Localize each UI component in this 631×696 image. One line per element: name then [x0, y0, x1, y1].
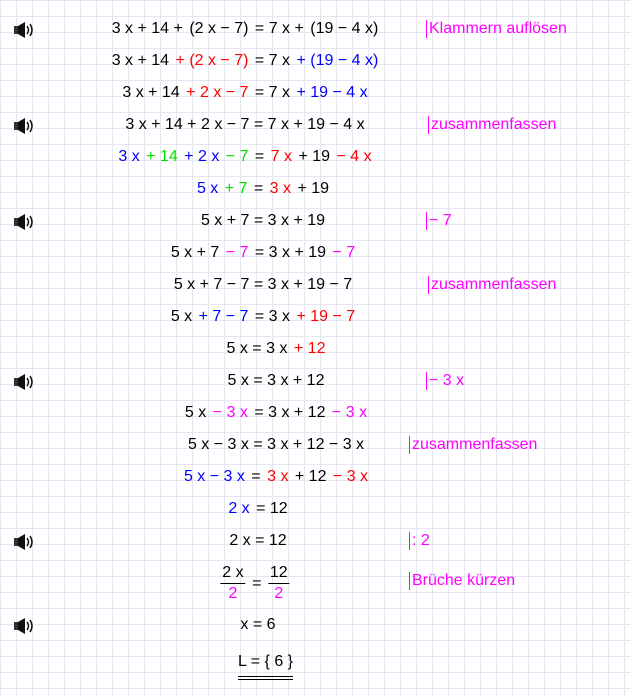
equation-term: 3 x — [267, 468, 289, 485]
equation — [183, 464, 369, 490]
equation — [226, 336, 327, 362]
equation-term: 3 x — [118, 148, 145, 165]
fraction-right-denominator: 2 — [274, 585, 284, 603]
equation — [111, 48, 380, 74]
equation-term: + 19 − 7 — [296, 308, 356, 325]
equation-term: 5 x + 7 − 7 = 3 x + 19 − 7 — [173, 276, 353, 293]
equation-row — [0, 112, 631, 138]
speaker-icon[interactable] — [14, 534, 36, 550]
equation-term: + 12 — [293, 340, 326, 357]
equation — [184, 400, 368, 426]
equation-term: = — [250, 148, 269, 165]
equation-term: + (19 − 4 x) — [296, 52, 379, 69]
equation-term: 2 x = 12 — [229, 532, 287, 549]
equation — [121, 80, 368, 106]
equation-term: 5 x + 7 = 3 x + 19 — [200, 212, 326, 229]
result-equation: x = 6 — [240, 616, 276, 633]
equation-term: − 7 — [225, 148, 249, 165]
equation-term: − 3 x — [212, 404, 248, 421]
equation — [200, 208, 326, 234]
equation-term: = 3 x — [250, 308, 295, 325]
speaker-icon[interactable] — [14, 214, 36, 230]
equation-row — [0, 400, 631, 426]
equation-term: 3 x — [269, 180, 292, 197]
equation-term: − 4 x — [336, 148, 372, 165]
equation-term: − 3 x — [332, 468, 369, 485]
equation-term: 3 x + 14 — [122, 84, 185, 101]
equation — [117, 144, 372, 170]
equation-term: + (2 x − 7) — [175, 52, 249, 69]
step-note: : 2 — [409, 528, 430, 554]
step-note: Klammern auflösen — [426, 16, 567, 42]
equation-row — [0, 336, 631, 362]
equation-term: 3 x + 14 + 2 x − 7 = 7 x + 19 − 4 x — [125, 116, 365, 133]
speaker-icon[interactable] — [14, 618, 36, 634]
equation-term: 5 x = 3 x + 12 — [227, 372, 325, 389]
equation-term: (19 − 4 x) — [310, 20, 379, 37]
fraction-right-numerator: 12 — [268, 563, 290, 584]
equation — [228, 528, 287, 554]
equation-row — [0, 80, 631, 106]
step-note: − 3 x — [426, 368, 464, 394]
equation-term: 5 x — [184, 404, 211, 421]
speaker-icon[interactable] — [14, 22, 36, 38]
equation-term: 7 x — [270, 148, 293, 165]
equation-term: = 3 x + 19 — [250, 244, 331, 261]
speaker-icon[interactable] — [14, 374, 36, 390]
equation — [111, 16, 380, 42]
equation-term: 2 x — [228, 500, 250, 517]
equation-row — [0, 528, 631, 554]
equation-term: + 2 x − 7 — [186, 84, 249, 101]
fraction-left — [220, 563, 245, 604]
fraction-left-denominator: 2 — [228, 585, 238, 603]
equation-row — [0, 176, 631, 202]
equation-term: 3 x + 14 — [111, 52, 174, 69]
fraction-equation — [218, 560, 291, 608]
equation-row — [0, 496, 631, 522]
equation-term: + 19 — [293, 180, 330, 197]
solution-set: L = { 6 } — [238, 648, 293, 680]
equation-term: + 12 — [290, 468, 331, 485]
equation-row — [0, 48, 631, 74]
equation-row — [0, 464, 631, 490]
equation-term: + 19 — [294, 148, 335, 165]
equation — [124, 112, 365, 138]
equation-term: + 2 x — [184, 148, 224, 165]
equation-term: 5 x − 3 x — [183, 468, 245, 485]
equation-term: + 14 — [146, 148, 183, 165]
equation-term: − 7 — [225, 244, 249, 261]
equation-term: − 3 x — [331, 404, 368, 421]
equation-term: = 7 x — [250, 52, 295, 69]
equation-row — [0, 272, 631, 298]
equation — [187, 432, 365, 458]
equation-term: − 7 — [332, 244, 356, 261]
equation-row — [0, 432, 631, 458]
equation-term: + 7 — [224, 180, 248, 197]
equation-term: + 7 − 7 — [198, 308, 249, 325]
equation-row — [0, 240, 631, 266]
equation-term: 5 x — [196, 180, 223, 197]
equation — [170, 240, 356, 266]
equation — [170, 304, 356, 330]
equation-term: = — [246, 468, 266, 485]
equation-term: = 7 x — [250, 84, 295, 101]
equation-term: 5 x = 3 x — [226, 340, 292, 357]
fraction-right — [268, 563, 290, 604]
equation-row — [0, 144, 631, 170]
result-row — [0, 612, 631, 638]
equation-term: = 3 x + 12 — [249, 404, 330, 421]
equation-row — [0, 368, 631, 394]
equation-term: 3 x + 14 + — [111, 20, 188, 37]
equation-term: 5 x − 3 x = 3 x + 12 − 3 x — [187, 436, 365, 453]
equation-row — [0, 208, 631, 234]
equation — [196, 176, 330, 202]
speaker-icon[interactable] — [14, 118, 36, 134]
fraction-note: Brüche kürzen — [409, 568, 515, 594]
equation-term: = 12 — [251, 500, 288, 517]
equation — [227, 368, 326, 394]
step-note: zusammenfassen — [409, 432, 537, 458]
equals-sign: = — [252, 575, 262, 592]
equation-term: (2 x − 7) — [189, 20, 249, 37]
step-note: zusammenfassen — [428, 272, 556, 298]
step-note: zusammenfassen — [428, 112, 556, 138]
step-note: − 7 — [426, 208, 452, 234]
equation — [227, 496, 288, 522]
equation-row — [0, 16, 631, 42]
equation — [173, 272, 353, 298]
equation-term: = 7 x + — [250, 20, 309, 37]
equation-term: 5 x + 7 — [170, 244, 224, 261]
equation-row — [0, 304, 631, 330]
equation-term: 5 x — [170, 308, 197, 325]
fraction-row — [0, 560, 631, 608]
fraction-left-numerator: 2 x — [220, 563, 245, 584]
equation-term: = — [249, 180, 268, 197]
equation-term: + 19 − 4 x — [296, 84, 368, 101]
